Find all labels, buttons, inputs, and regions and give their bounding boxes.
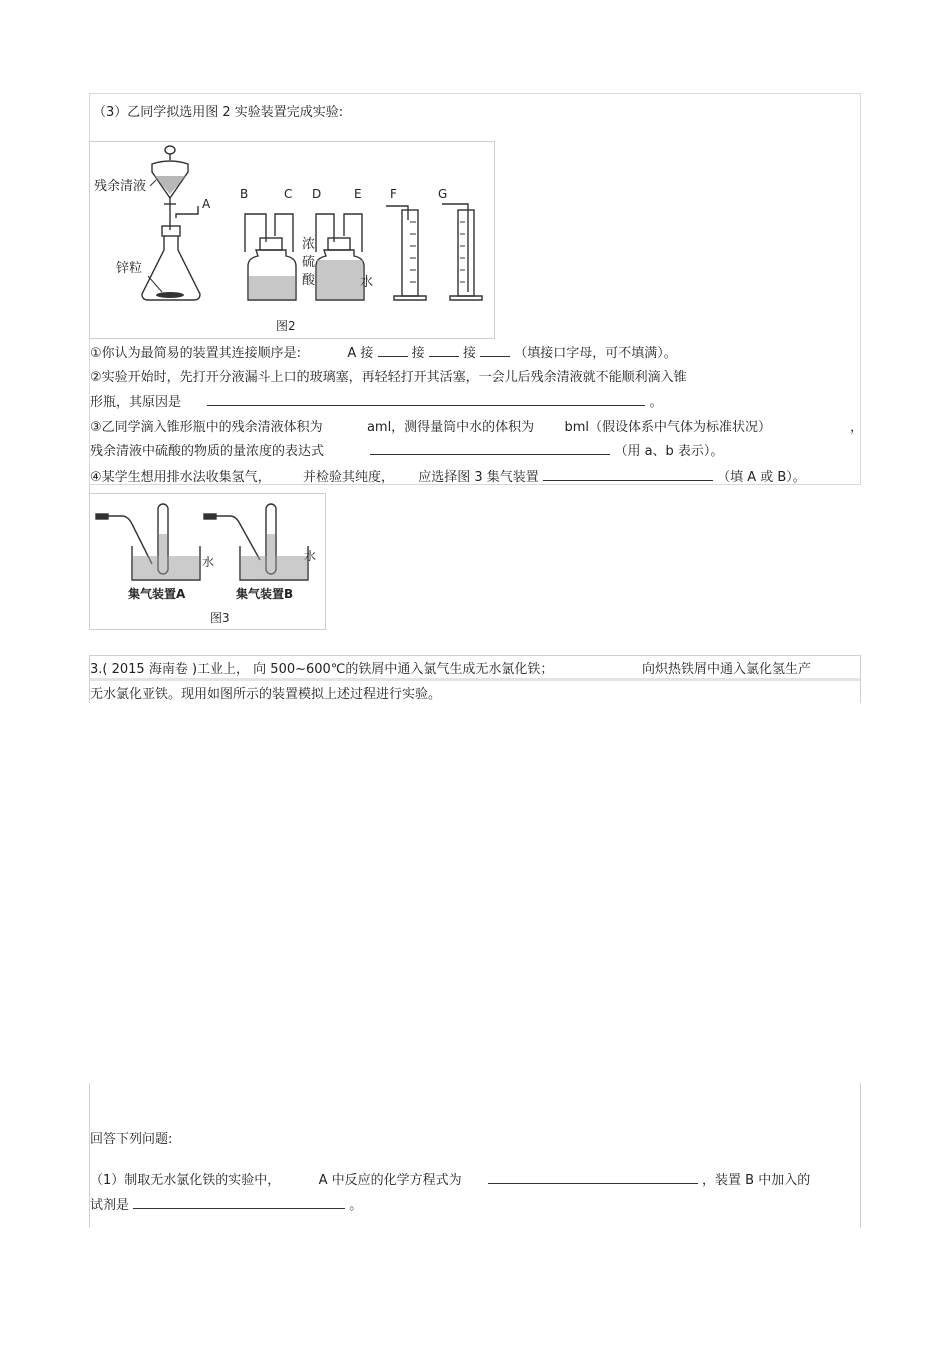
- label-acid-1: 浓: [302, 237, 316, 252]
- frame-right-answer: [860, 1083, 861, 1228]
- q1-connect-2: 接: [411, 346, 425, 361]
- answer-q1-text-b: A 中反应的化学方程式为: [318, 1173, 462, 1188]
- q2-line1: ②实验开始时，先打开分液漏斗上口的玻璃塞，再轻轻打开其活塞，一会儿后残余清液就不能顺利滴入锥: [90, 370, 687, 385]
- q3-text-a: ③乙同学滴入锥形瓶中的残余清液体积为: [90, 420, 323, 435]
- label-acid-2: 硫: [302, 255, 316, 270]
- answer-q1-line2: [90, 1194, 362, 1213]
- figure-3-caption: 图3: [210, 611, 230, 625]
- q3-line1: [90, 416, 771, 435]
- funnel-liquid: [154, 176, 186, 194]
- q1-connect-3: 接: [462, 346, 476, 361]
- collector-a-label: 集气装置A: [128, 587, 186, 601]
- q1-blank-1[interactable]: [378, 344, 408, 357]
- port-c: C: [284, 187, 293, 201]
- label-water: 水: [360, 275, 374, 290]
- q3-text-c: bml（假设体系中气体为标准状况）: [564, 420, 771, 435]
- figure-2-caption: 图2: [276, 319, 296, 333]
- label-zinc: 锌粒: [116, 261, 143, 276]
- q4-line: [90, 466, 806, 485]
- frame-line-problem3-b: [89, 678, 861, 681]
- q3-expression-suffix: （用 a、b 表示）。: [614, 444, 724, 459]
- water-label-b: 水: [304, 549, 317, 563]
- problem3-line1-a: 3.( 2015 海南卷 )工业上， 向 500~600℃的铁屑中通入氯气生成无水氯化铁；: [90, 662, 554, 677]
- q4-text-b: 并检验其纯度，: [302, 470, 394, 485]
- port-b: B: [240, 187, 249, 201]
- port-g: G: [438, 187, 448, 201]
- q1-suffix: （填接口字母，可不填满）。: [514, 346, 677, 361]
- q3-blank[interactable]: [370, 442, 610, 455]
- collector-a-water: [133, 534, 199, 579]
- q1-a-connect: A 接: [347, 346, 374, 361]
- cylinder-f-ticks: [410, 222, 416, 282]
- q3-text-b: aml，测得量筒中水的体积为: [366, 420, 535, 435]
- problem3-line1-b: 向炽热铁屑中通入氯化氢生产: [642, 662, 812, 677]
- frame-line-problem3: [89, 655, 861, 656]
- figure-2-drawing: [90, 142, 494, 338]
- q1-blank-3[interactable]: [480, 344, 510, 357]
- figure-3: [89, 493, 326, 630]
- label-acid-3: 酸: [302, 273, 316, 288]
- cylinder-f: [386, 206, 426, 300]
- frame-right-problem3: [860, 655, 861, 703]
- water-label-a: 水: [202, 555, 215, 569]
- q3-comma: ，: [850, 420, 864, 435]
- q4-text-c: 应选择图 3 集气装置: [418, 470, 539, 485]
- q4-blank[interactable]: [543, 468, 713, 481]
- collector-b-water: [241, 534, 307, 579]
- port-f: F: [390, 187, 397, 201]
- q4-text-d: （填 A 或 B）。: [717, 470, 806, 485]
- answer-q1-text-c: ，装置 B 中加入的: [702, 1173, 811, 1188]
- answer-q1-text-a: （1）制取无水氯化铁的实验中，: [90, 1173, 281, 1188]
- q4-text-a: ④某学生想用排水法收集氢气，: [90, 470, 271, 485]
- q2-reason-label: 形瓶，其原因是: [90, 395, 182, 410]
- figure-2: [89, 141, 495, 339]
- label-residual: 残余清液: [94, 179, 147, 194]
- collector-b-label: 集气装置B: [236, 587, 294, 601]
- q1-prefix: ①你认为最简易的装置其连接顺序是:: [90, 346, 302, 361]
- zinc-granules: [156, 292, 184, 298]
- cylinder-g: [442, 204, 482, 300]
- q1-text: [90, 342, 677, 361]
- answer-q1-end: 。: [349, 1198, 363, 1213]
- q1-blank-2[interactable]: [429, 344, 459, 357]
- problem3-line2: 无水氯化亚铁。现用如图所示的装置模拟上述过程进行实验。: [90, 687, 442, 702]
- q2-line2: [90, 391, 662, 410]
- answer-q1-line1: [90, 1169, 810, 1188]
- figure-3-drawing: [90, 494, 325, 629]
- conical-flask: [142, 226, 200, 300]
- q3-expression-label: 残余清液中硫酸的物质的量浓度的表达式: [90, 444, 325, 459]
- q2-end: 。: [649, 395, 663, 410]
- port-d: D: [312, 187, 322, 201]
- q3-line2: [90, 440, 723, 459]
- port-a: A: [202, 197, 211, 211]
- answer-q1-blank-2[interactable]: [133, 1196, 345, 1209]
- answer-q1-reagent-label: 试剂是: [90, 1198, 130, 1213]
- answer-prompt: 回答下列问题:: [90, 1132, 173, 1147]
- q2-blank[interactable]: [207, 393, 645, 406]
- acid-liquid: [249, 276, 295, 299]
- water-liquid: [317, 260, 363, 299]
- part3-heading: （3）乙同学拟选用图 2 实验装置完成实验:: [93, 105, 344, 120]
- port-e: E: [354, 187, 362, 201]
- cylinder-g-ticks: [460, 222, 465, 282]
- answer-q1-blank-1[interactable]: [488, 1171, 698, 1184]
